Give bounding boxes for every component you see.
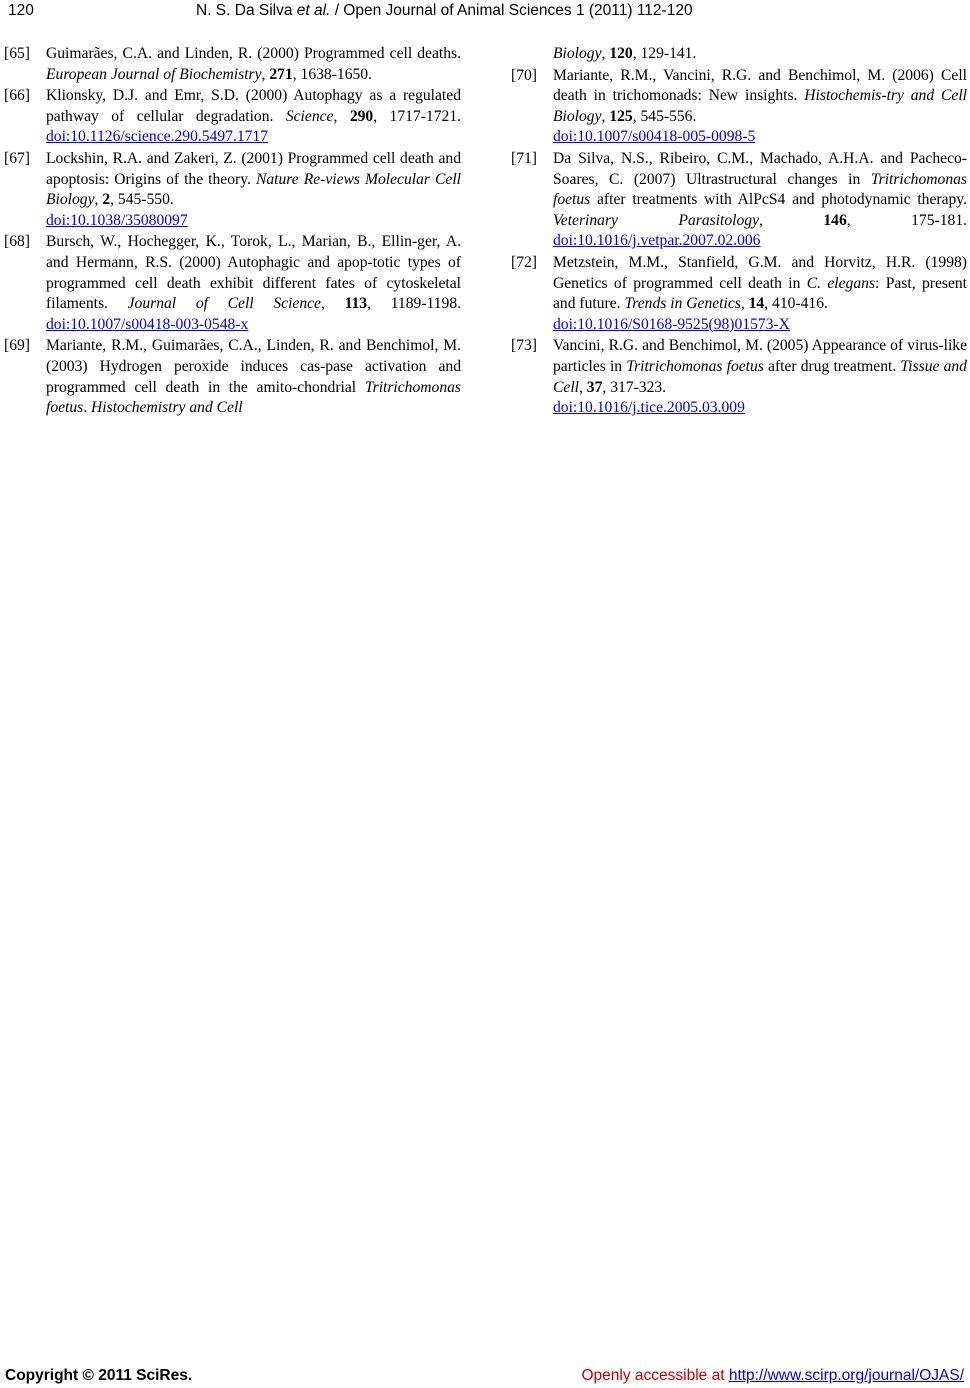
- reference-72: [72] Metzstein, M.M., Stanfield, G.M. and Horvitz, H.R. (1998) Genetics of programmed cell death in C. elegans: Past, present and future. Trends in Genetics, 14, 410-416. doi:10.1016/S0168-9525(98)01573-X: [511, 253, 967, 333]
- running-header: [0, 0, 970, 22]
- reference-67: [67] Lockshin, R.A. and Zakeri, Z. (2001) Programmed cell death and apoptosis: Origins of the theory. Nature Re-views Molecular Cell Biology, 2, 545-550. doi:10.1038/35080097: [4, 149, 461, 229]
- reference-65: [65] Guimarães, C.A. and Linden, R. (2000) Programmed cell deaths. European Journal of Biochemistry, 271, 1638-1650.: [4, 45, 461, 83]
- reference-71: [71] Da Silva, N.S., Ribeiro, C.M., Machado, A.H.A. and Pacheco-Soares, C. (2007) Ultrastructural changes in Tritrichomonas foetus after treatments with AlPcS4 and photodynamic therapy. Veterinary Parasitology, 146, 175-181. doi:10.1016/j.vetpar.2007.02.006: [511, 149, 968, 250]
- reference-68: [68] Bursch, W., Hochegger, K., Torok, L., Marian, B., Ellin-ger, A. and Hermann, R.S. (2000) Autophagic and apop-totic types of programmed cell death exhibit different fates of cytoskeletal filaments. Journal of Cell Science, 113, 1189-1198. doi:10.1007/s00418-003-0548-x: [4, 233, 462, 333]
- page-number: 120: [8, 2, 34, 19]
- reference-73: [73] Vancini, R.G. and Benchimol, M. (2005) Appearance of virus-like particles in Tritrichomonas foetus after drug treatment. Tissue and Cell, 37, 317-323. doi:10.1016/j.tice.2005.03.009: [511, 337, 967, 417]
- doi-link[interactable]: doi:10.1038/35080097: [46, 211, 188, 229]
- reference-66: [66] Klionsky, D.J. and Emr, S.D. (2000) Autophagy as a regulated pathway of cellular degradation. Science, 290, 1717-1721. doi:10.1126/science.290.5497.1717: [4, 87, 462, 146]
- journal-url-link[interactable]: http://www.scirp.org/journal/OJAS/: [728, 1367, 964, 1384]
- doi-link[interactable]: doi:10.1016/j.tice.2005.03.009: [553, 399, 745, 417]
- open-access-notice: Openly accessible at http://www.scirp.org/journal/OJAS/: [581, 1367, 964, 1384]
- doi-link[interactable]: doi:10.1016/S0168-9525(98)01573-X: [553, 315, 790, 333]
- doi-link[interactable]: doi:10.1016/j.vetpar.2007.02.006: [553, 232, 761, 250]
- reference-69-continued: Biology, 120, 129-141.: [553, 45, 697, 62]
- copyright-notice: Copyright © 2011 SciRes.: [5, 1367, 193, 1384]
- doi-link[interactable]: doi:10.1126/science.290.5497.1717: [46, 128, 269, 146]
- reference-69: [69] Mariante, R.M., Guimarães, C.A., Linden, R. and Benchimol, M. (2003) Hydrogen peroxide induces cas-pase activation and programmed cell death in the amito-chondrial Tritrichomonas foetus. Histochemistry and Cell: [4, 337, 461, 417]
- doi-link[interactable]: doi:10.1007/s00418-003-0548-x: [46, 315, 249, 333]
- page-footer: [0, 1366, 970, 1388]
- reference-70: [70] Mariante, R.M., Vancini, R.G. and Benchimol, M. (2006) Cell death in trichomonads: New insights. Histochemis-try and Cell Biology, 125, 545-556. doi:10.1007/s00418-005-0098-5: [511, 66, 967, 146]
- left-column: [4, 44, 461, 419]
- right-column: [511, 44, 967, 419]
- header-title: N. S. Da Silva et al. / Open Journal of Animal Sciences 1 (2011) 112-120: [196, 2, 693, 19]
- doi-link[interactable]: doi:10.1007/s00418-005-0098-5: [553, 128, 756, 146]
